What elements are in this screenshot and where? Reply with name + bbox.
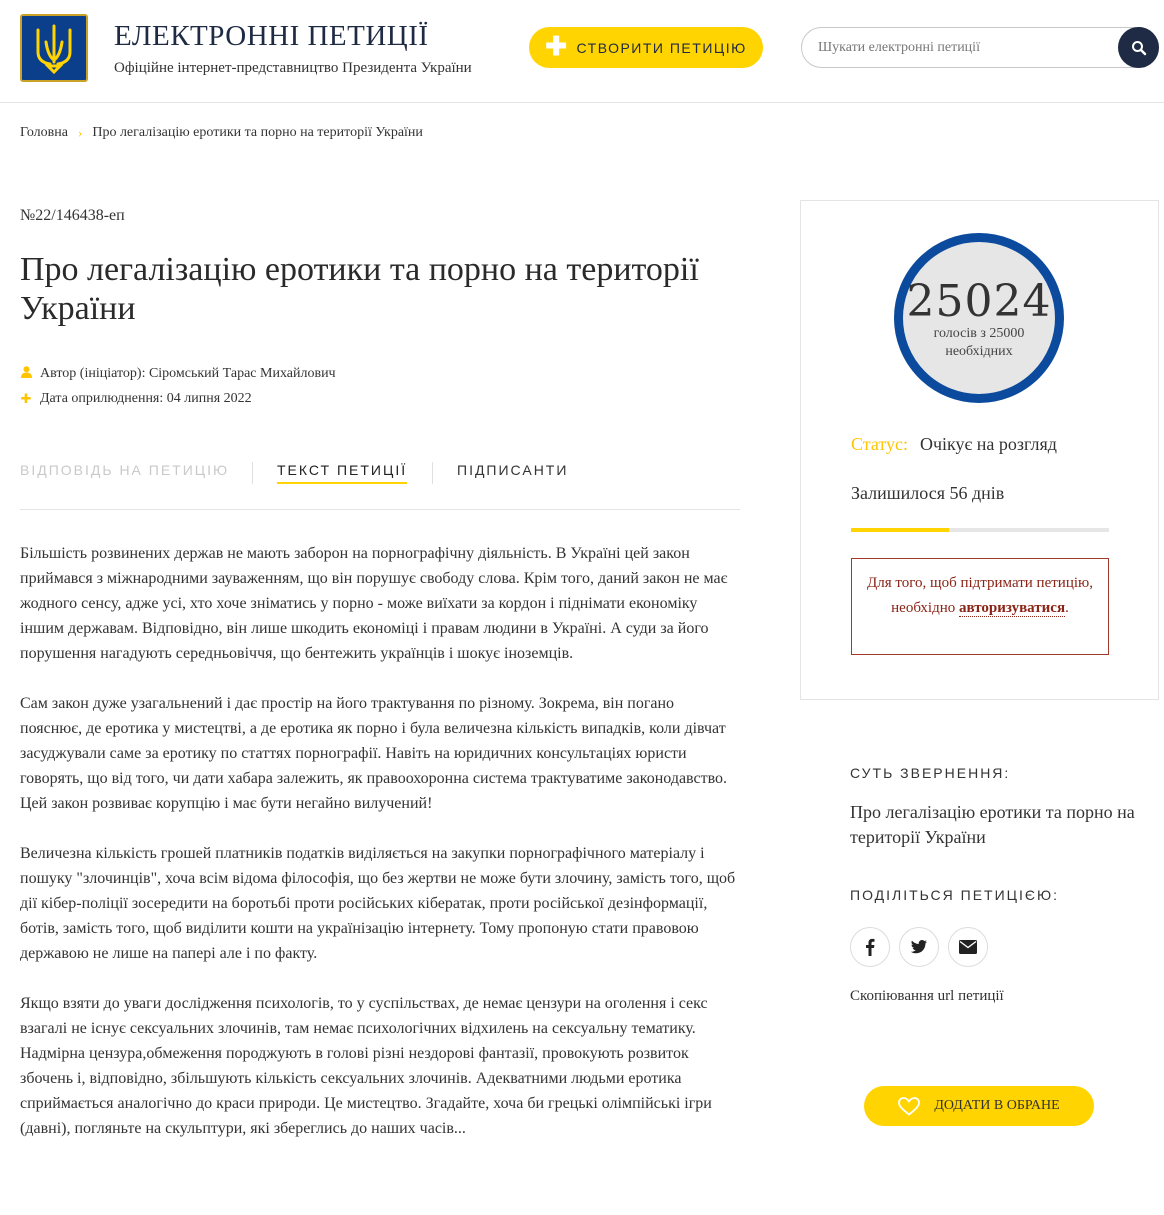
petition-text — [20, 541, 740, 1166]
auth-notice — [851, 558, 1109, 655]
petition-paragraph: Величезна кількість грошей платників податків виділяється на закупки порнографічного матеріалу і пошуку "злочинців", хоча всім відома філософія, що без жертви не може бути злочину, замість того, щоб дії кібер-поліції зосередити на боротьбі проти російських кібератак, проти російської дезінформації, ботів, замість того, щоб виділити кошти на українізацію інтернету. Тому пропоную стати правовою державою не лише на папері але і по факту. — [20, 845, 736, 962]
vote-card — [800, 200, 1159, 700]
tab-answer[interactable]: ВІДПОВІДЬ НА ПЕТИЦІЮ — [20, 462, 230, 478]
vote-counter — [894, 233, 1064, 403]
twitter-icon — [911, 940, 927, 954]
progress-fill — [851, 528, 949, 532]
petition-paragraph: Більшість розвинених держав не мають заборон на порнографічну діяльність. В Україні цей закон приймався з міжнародними зауваженням, що він порушує свободу слова. Крім того, даний закон не має жодного сенсу, адже усі, хто хоче зніматись у порно - може виїхати за кордон і піднімати економіку іншим державам. Відповідно, він лише шкодить економіці і правам людини в Україні. А суди за його порушення нагадують середньовіччя, що бентежить українців і шокує іноземців. — [20, 545, 728, 662]
breadcrumb-current: Про легалізацію еротики та порно на території України — [92, 125, 423, 140]
site-subtitle: Офіційне інтернет-представництво Президента України — [114, 60, 472, 76]
search-button[interactable] — [1118, 27, 1159, 68]
vote-count: 25024 — [906, 276, 1052, 327]
date-text: Дата оприлюднення: 04 липня 2022 — [40, 391, 252, 406]
petition-paragraph: Сам закон дуже узагальнений і дає простір на його трактування по різному. Зокрема, він погано пояснює, де еротика у мистецтві, а де еротика як порно і була величезна кількість випадків, коли дівчат засуджували саме за еротику по статтях порнографії. Навіть на юридичних консультаціях юристи говорять, що від того, чи дати хабара залежить, як правоохоронна система трактуватиме законодавство. Цей закон розвиває корупцію і має бути негайно вилучений! — [20, 695, 728, 812]
share-heading: ПОДІЛІТЬСЯ ПЕТИЦІЄЮ: — [850, 887, 1059, 903]
tab-divider — [432, 462, 433, 484]
facebook-share-button[interactable] — [850, 927, 890, 967]
twitter-share-button[interactable] — [899, 927, 939, 967]
add-favorite-button[interactable] — [864, 1086, 1094, 1126]
petition-author — [20, 366, 336, 382]
search-box — [801, 27, 1159, 68]
petition-date — [20, 391, 252, 407]
add-favorite-label: ДОДАТИ В ОБРАНЕ — [934, 1098, 1060, 1113]
vote-label-2: необхідних — [945, 344, 1013, 359]
tab-divider — [252, 462, 253, 484]
auth-text: Для того, щоб підтримати петицію, необхідно — [867, 575, 1093, 616]
vote-label-1: голосів з 25000 — [933, 326, 1025, 341]
petition-tabs — [20, 462, 740, 510]
plus-small-icon: ✚ — [20, 391, 32, 406]
status-line — [851, 434, 1057, 455]
chevron-right-icon: › — [77, 125, 83, 140]
status-value: Очікує на розгляд — [920, 434, 1057, 454]
essence-text: Про легалізацію еротики та порно на території України — [850, 802, 1135, 847]
status-key: Статус: — [851, 434, 908, 454]
auth-link[interactable]: авторизуватися — [958, 600, 1066, 616]
create-petition-button[interactable] — [529, 27, 763, 68]
heart-icon — [898, 1097, 920, 1116]
envelope-icon — [959, 940, 977, 954]
petition-paragraph: Якщо взяти до уваги дослідження психологів, то у суспільствах, де немає цензури на оголення і секс взагалі не існує сексуальних злочинів, там немає психологічних відхилень на сексуальну тематику. Надмірна цензура,обмеження породжують в голові різні нездорові фантазії, провокують розвиток збочень і, відповідно, збільшують кількість сексуальних злочинів. Адекватними людьми еротика сприймається аналогічно до краси природи. Це мистецтво. Згадайте, хоча би грецькі олімпійські ігри (давні), погляньте на скульптури, які збереглись до наших часів... — [20, 995, 712, 1137]
trident-logo-icon[interactable] — [20, 14, 88, 82]
trident-icon — [30, 22, 78, 74]
essence-heading: СУТЬ ЗВЕРНЕННЯ: — [850, 765, 1011, 781]
search-input[interactable] — [818, 37, 1108, 59]
author-text: Автор (ініціатор): Сіромський Тарас Михайлович — [40, 366, 336, 381]
tab-text[interactable]: ТЕКСТ ПЕТИЦІЇ — [277, 462, 407, 484]
auth-end: . — [1065, 600, 1069, 616]
site-title[interactable]: ЕЛЕКТРОННІ ПЕТИЦІЇ — [114, 20, 429, 52]
progress-bar — [851, 528, 1109, 532]
breadcrumb — [20, 125, 423, 141]
page-title: Про легалізацію еротики та порно на території України — [20, 251, 699, 327]
breadcrumb-home-link[interactable]: Головна — [20, 125, 68, 140]
days-remaining: Залишилося 56 днів — [851, 483, 1005, 503]
facebook-icon — [865, 938, 875, 956]
petition-number: №22/146438-еп — [20, 207, 125, 224]
user-icon — [20, 366, 32, 382]
create-petition-label: СТВОРИТИ ПЕТИЦІЮ — [576, 39, 747, 56]
copy-url-link[interactable]: Скопіювання url петиції — [850, 988, 1004, 1004]
email-share-button[interactable] — [948, 927, 988, 967]
plus-icon: ✚ — [545, 31, 569, 61]
tab-signers[interactable]: ПІДПИСАНТИ — [457, 462, 569, 478]
site-header — [0, 0, 1164, 103]
search-icon — [1131, 40, 1147, 56]
